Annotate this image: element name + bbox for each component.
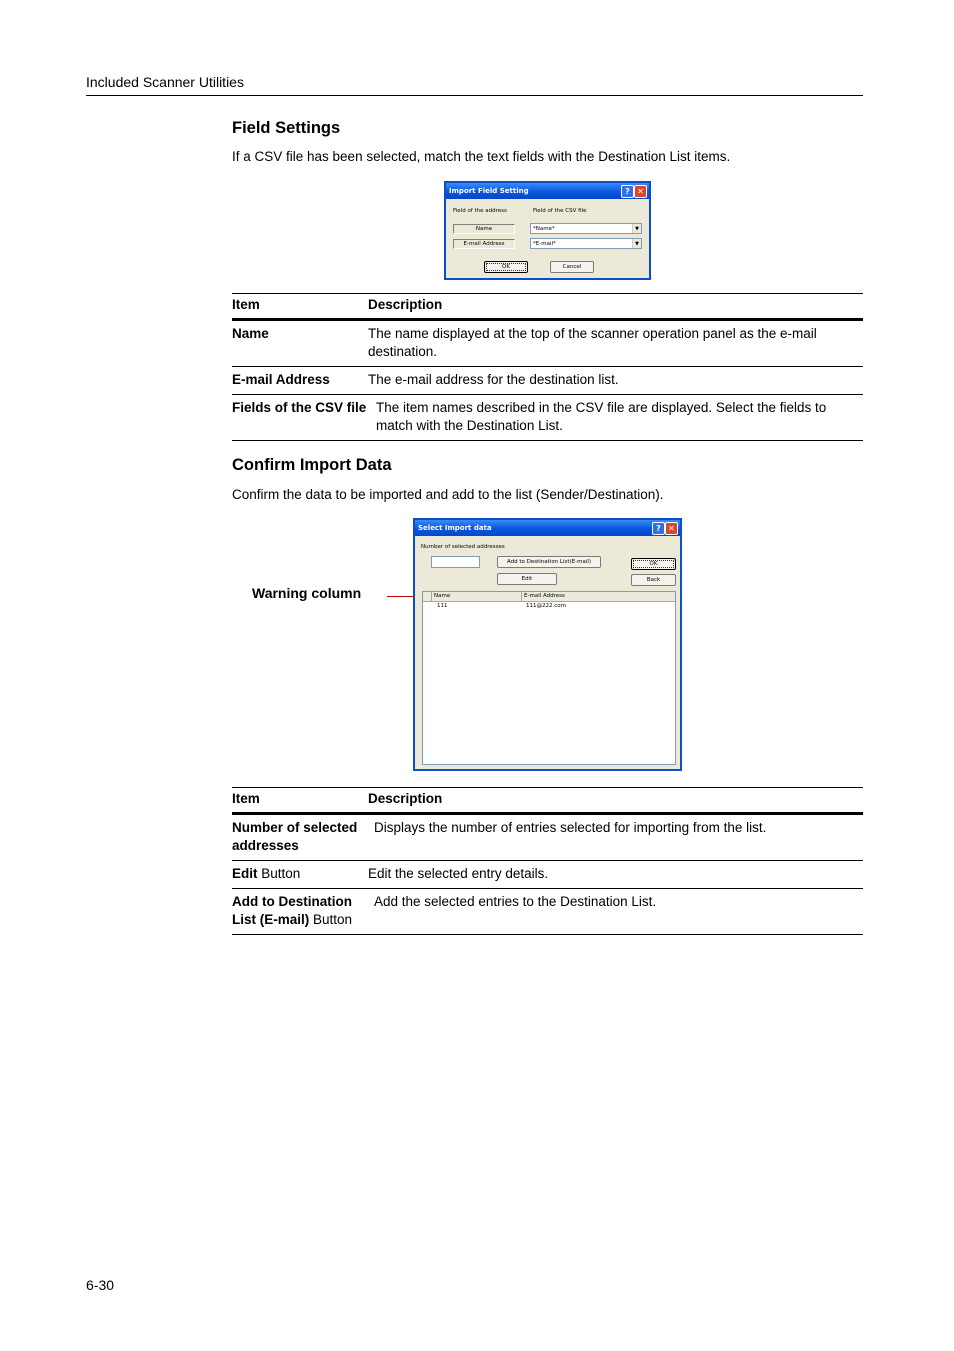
running-header: Included Scanner Utilities [86,74,244,90]
row-item-bold: Number of selected addresses [232,820,358,853]
header-description: Description [368,297,443,312]
row-description: Edit the selected entry details. [368,866,549,881]
row-description: The e-mail address for the destination list. [368,372,619,387]
row-item: Name [232,326,269,341]
confirm-import-table [232,787,863,935]
header-item: Item [232,791,260,806]
import-field-setting-dialog [444,181,651,280]
row-item: E-mail Address [232,372,330,387]
column-label-csv: Field of the CSV file [533,208,587,214]
csv-field-select-name[interactable] [530,223,642,234]
table-row [232,321,863,367]
field-settings-table [232,293,863,441]
csv-field-select-email[interactable] [530,238,642,249]
help-icon[interactable]: ? [621,185,634,198]
select-import-data-dialog [413,518,682,771]
dialog-titlebar [446,183,649,199]
section-title-field-settings: Field Settings [232,119,341,137]
page-number: 6-30 [86,1277,115,1293]
number-selected-field [431,556,480,568]
row-item-rest: Button [257,866,301,881]
list-cell-name[interactable]: 111 [437,603,448,609]
edit-button[interactable]: Edit [497,573,557,585]
table-header-row [232,293,863,321]
header-rule [86,95,863,96]
add-to-destination-list-button[interactable]: Add to Destination List(E-mail) [497,556,601,568]
chevron-down-icon: ▼ [632,239,641,248]
row-description: Add the selected entries to the Destination List. [374,894,657,909]
row-description: The name displayed at the top of the scanner operation panel as the e-mail destination. [368,326,817,359]
cancel-button[interactable]: Cancel [550,261,594,273]
row-item: Fields of the CSV file [232,400,367,415]
address-field-email: E-mail Address [453,239,515,249]
table-row [232,395,863,441]
list-column-warning[interactable] [423,592,432,601]
back-button[interactable]: Back [631,574,676,586]
import-data-list[interactable] [422,591,676,765]
row-item [232,893,374,929]
close-icon[interactable]: ✕ [634,185,647,198]
csv-field-select-value: *Name* [533,226,555,232]
section-intro-field-settings: If a CSV file has been selected, match the text fields with the Destination List items. [232,149,731,164]
header-description: Description [368,791,443,806]
table-header-row [232,787,863,815]
help-icon[interactable]: ? [652,522,665,535]
row-description: Displays the number of entries selected for importing from the list. [374,820,767,835]
table-row [232,815,863,861]
table-row [232,367,863,395]
number-selected-label: Number of selected addresses [421,544,505,550]
header-item: Item [232,297,260,312]
address-field-name: Name [453,224,515,234]
list-column-name[interactable]: Name [432,592,522,601]
row-item [232,819,374,855]
chevron-down-icon: ▼ [632,224,641,233]
row-item-bold: Add to Destination List (E-mail) [232,894,352,927]
row-item-rest: Button [309,912,353,927]
row-item-bold: Edit [232,866,258,881]
row-description: The item names described in the CSV file are displayed. Select the fields to match with the Destination List. [376,400,827,433]
dialog-titlebar [415,520,680,536]
list-header [423,592,675,602]
ok-button[interactable]: OK [631,558,676,570]
dialog-title: Import Field Setting [449,187,529,195]
dialog-title: Select Import data [418,524,492,532]
close-icon[interactable]: ✕ [665,522,678,535]
list-column-email[interactable]: E-mail Address [524,593,565,599]
column-label-address: Field of the address [453,208,507,214]
row-item [232,865,368,883]
list-cell-email[interactable]: 111@222.com [526,603,566,609]
csv-field-select-value: *E-mail* [533,241,556,247]
table-row [232,861,863,889]
section-intro-confirm-import: Confirm the data to be imported and add to the list (Sender/Destination). [232,487,664,502]
callout-warning-column: Warning column [252,585,362,601]
section-title-confirm-import: Confirm Import Data [232,456,392,474]
table-row [232,889,863,935]
ok-button[interactable]: OK [484,261,528,273]
